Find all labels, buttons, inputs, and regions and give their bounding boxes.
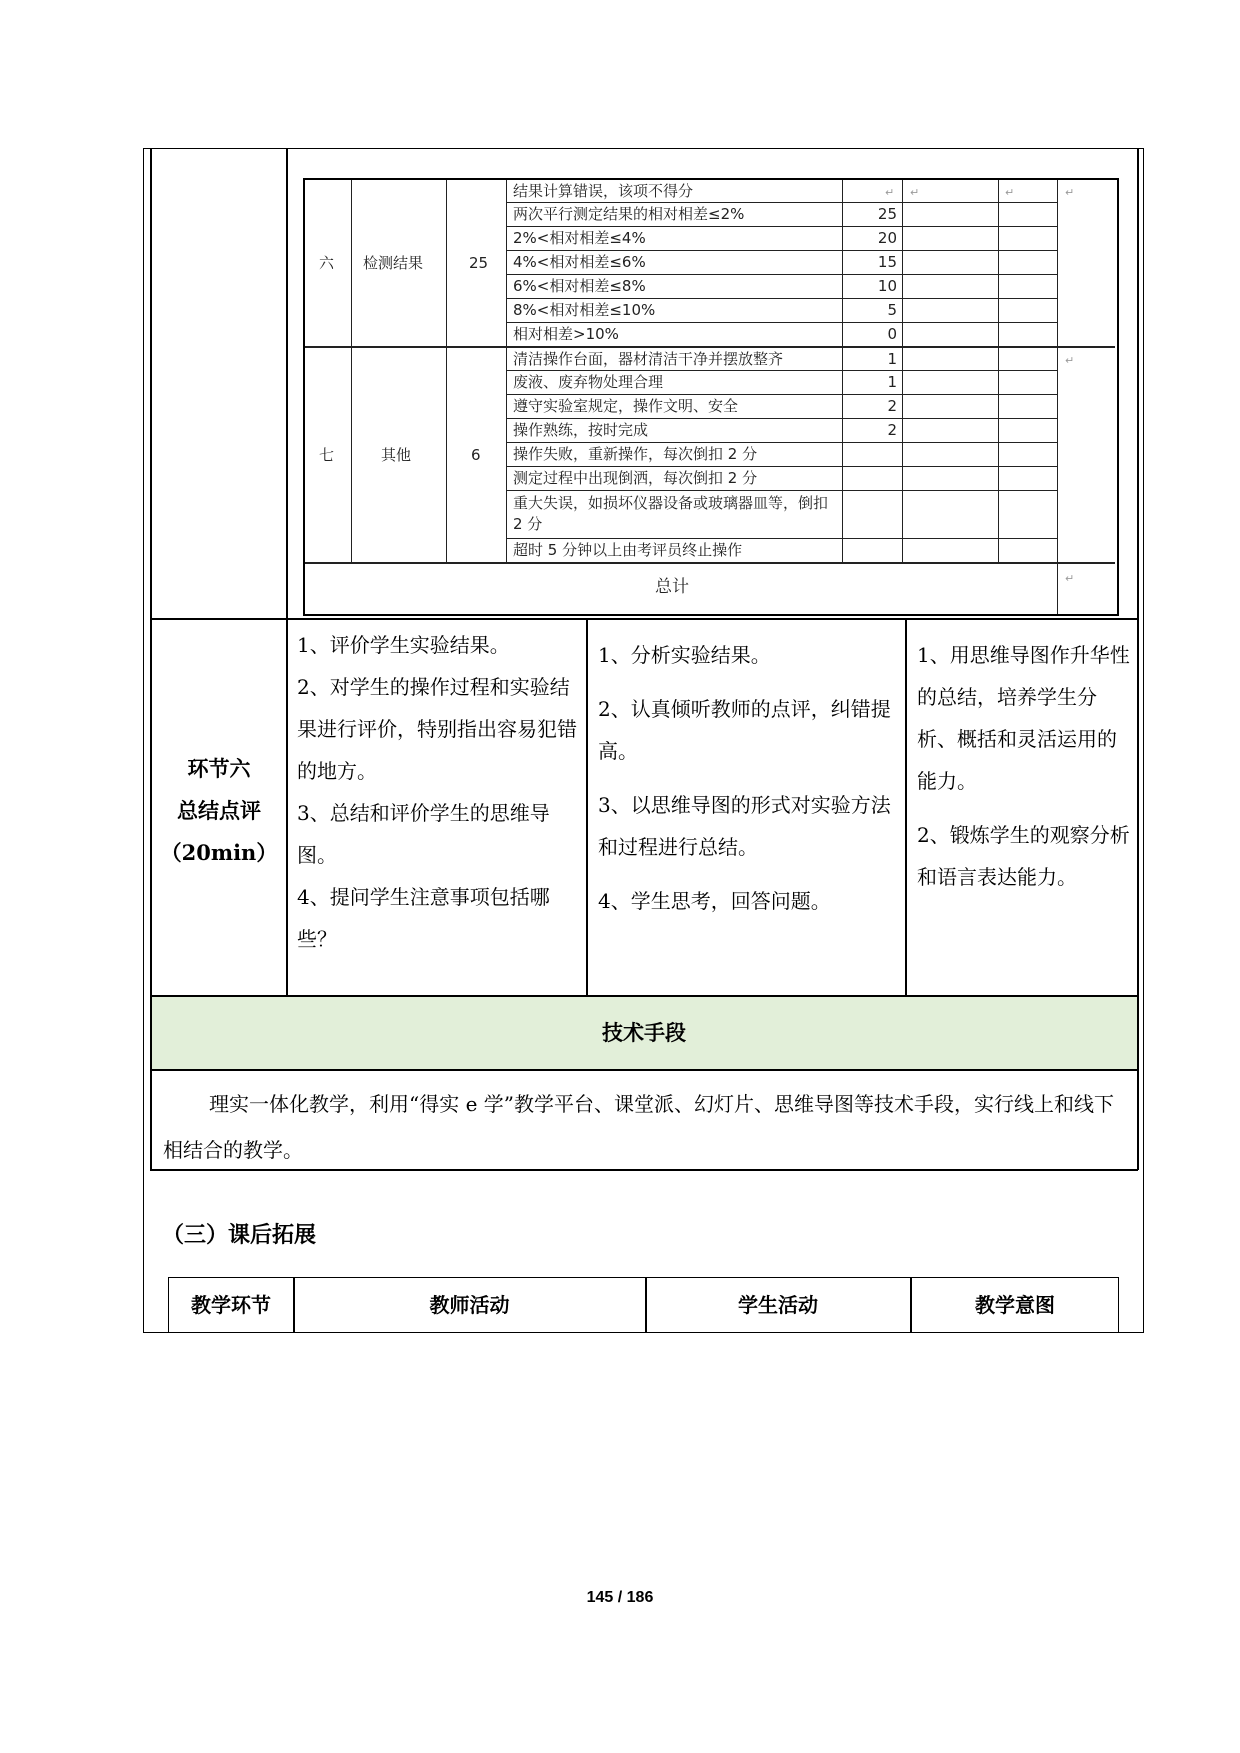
paragraph-mark-icon: ↵ — [1065, 354, 1075, 367]
student-activity-item: 1、分析实验结果。 — [598, 643, 771, 667]
criterion-text: 废液、废弃物处理合理 — [513, 373, 664, 391]
criterion-text: 超时 5 分钟以上由考评员终止操作 — [513, 541, 743, 559]
criterion-text: 6%<相对相差≤8% — [513, 277, 646, 295]
paragraph-mark-icon: ↵ — [885, 186, 895, 199]
criterion-points: 2 — [887, 397, 897, 415]
criterion-text: 相对相差>10% — [513, 325, 619, 343]
criterion-text: 2%<相对相差≤4% — [513, 229, 646, 247]
post-class-table-header — [168, 1277, 1119, 1332]
teaching-intent — [917, 634, 1131, 898]
criterion-text: 遵守实验室规定，操作文明、安全 — [513, 397, 739, 415]
total-label: 总计 — [655, 577, 689, 597]
row-divider-3 — [150, 1069, 1138, 1071]
criterion-text: 重大失误，如损坏仪器设备或玻璃器皿等，倒扣 2 分 — [513, 494, 829, 533]
criterion-text: 操作熟练，按时完成 — [513, 421, 649, 439]
column-header: 学生活动 — [738, 1293, 818, 1317]
criterion-points: 2 — [887, 421, 897, 439]
teacher-activities — [297, 624, 579, 960]
criterion-points: 1 — [887, 373, 897, 391]
paragraph-mark-icon: ↵ — [1065, 572, 1075, 585]
criterion-text: 8%<相对相差≤10% — [513, 301, 656, 319]
tech-body: 理实一体化教学，利用“得实 e 学”教学平台、课堂派、幻灯片、思维导图等技术手段，实行线上和线下相结合的教学。 — [163, 1092, 1114, 1162]
teacher-activity-item: 2、对学生的操作过程和实验结果进行评价，特别指出容易犯错的地方。 — [297, 675, 577, 783]
teacher-activity-item: 4、提问学生注意事项包括哪些？ — [297, 885, 550, 951]
criterion-text: 测定过程中出现倒洒，每次倒扣 2 分 — [513, 469, 758, 487]
paragraph-mark-icon: ↵ — [1005, 186, 1015, 199]
criterion-points: 10 — [877, 277, 897, 295]
teaching-intent-item: 2、锻炼学生的观察分析和语言表达能力。 — [917, 823, 1130, 889]
student-activities — [598, 634, 898, 922]
paragraph-mark-icon: ↵ — [1065, 186, 1075, 199]
criterion-points: 25 — [877, 205, 897, 223]
criterion-text: 两次平行测定结果的相对相差≤2% — [513, 205, 745, 223]
col-divider-2 — [586, 618, 588, 995]
col-divider-3 — [905, 618, 907, 995]
section-7-score: 6 — [471, 446, 481, 464]
column-header: 教学环节 — [191, 1293, 271, 1317]
tech-header: 技术手段 — [152, 997, 1137, 1070]
stage6-title — [152, 748, 286, 874]
teaching-intent-item: 1、用思维导图作升华性的总结，培养学生分析、概括和灵活运用的能力。 — [917, 643, 1130, 793]
section3-heading: （三）课后拓展 — [162, 1222, 317, 1248]
paragraph-mark-icon: ↵ — [910, 186, 920, 199]
section-6-number: 六 — [319, 254, 335, 272]
criterion-points: 0 — [887, 325, 897, 343]
col-divider-1 — [286, 148, 288, 995]
student-activity-item: 2、认真倾听教师的点评，纠错提高。 — [598, 697, 891, 763]
student-activity-item: 4、学生思考，回答问题。 — [598, 889, 831, 913]
column-header: 教学意图 — [975, 1293, 1055, 1317]
stage6-title-line3: （20min） — [160, 840, 278, 865]
row-divider-1 — [150, 618, 1138, 620]
scoring-table — [303, 178, 1119, 616]
criterion-text: 操作失败，重新操作，每次倒扣 2 分 — [513, 445, 758, 463]
table-right-border — [1137, 148, 1139, 1170]
criterion-points: 1 — [887, 350, 897, 368]
section-6-name: 检测结果 — [363, 254, 424, 272]
section-6-score: 25 — [469, 254, 489, 272]
section-7-number: 七 — [319, 446, 335, 464]
student-activity-item: 3、以思维导图的形式对实验方法和过程进行总结。 — [598, 793, 891, 859]
criterion-points: 20 — [877, 229, 897, 247]
criterion-text: 结果计算错误，该项不得分 — [513, 182, 694, 200]
criterion-points: 15 — [877, 253, 897, 271]
criterion-text: 4%<相对相差≤6% — [513, 253, 646, 271]
criterion-text: 清洁操作台面，器材清洁干净并摆放整齐 — [513, 350, 784, 368]
column-header: 教师活动 — [429, 1293, 510, 1317]
teacher-activity-item: 1、评价学生实验结果。 — [297, 633, 510, 657]
section-7-name: 其他 — [381, 446, 412, 464]
page-number: 145 / 186 — [586, 1589, 654, 1606]
stage6-title-line2: 总结点评 — [177, 798, 261, 823]
criterion-points: 5 — [887, 301, 897, 319]
stage6-title-line1: 环节六 — [187, 756, 251, 781]
teacher-activity-item: 3、总结和评价学生的思维导图。 — [297, 801, 550, 867]
